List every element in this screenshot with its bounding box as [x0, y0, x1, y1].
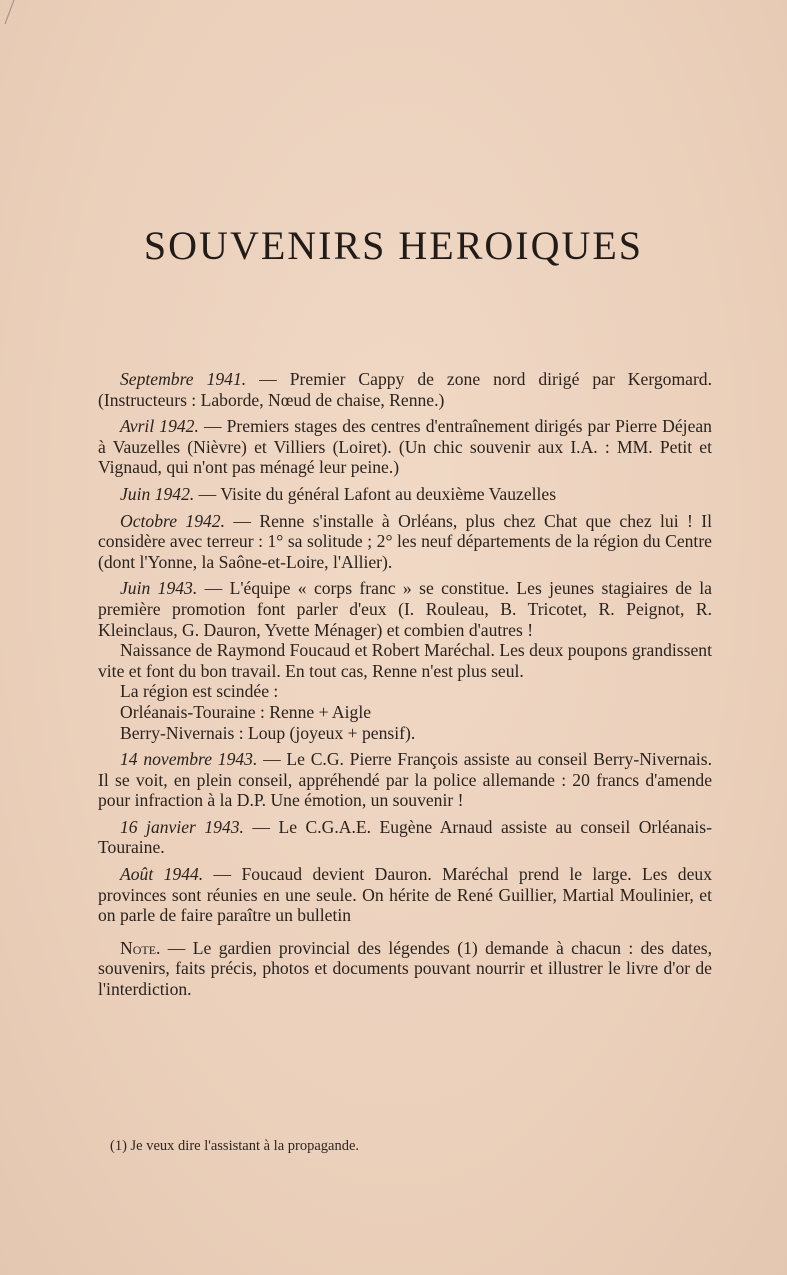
entry-juin-1943: [98, 578, 712, 640]
entry-nov-1943: [98, 749, 712, 811]
entry-date: Avril 1942.: [120, 416, 199, 437]
entry-date: Septembre 1941.: [120, 369, 247, 389]
entry-date: Juin 1943.: [120, 578, 198, 599]
entry-juin-1942: [98, 484, 712, 505]
region-line: La région est scindée :: [120, 681, 279, 702]
entry-oct-1942: [98, 511, 712, 573]
page-title: SOUVENIRS HEROIQUES: [143, 223, 644, 268]
note-paragraph: [98, 938, 712, 1000]
entry-aout-1944: [98, 864, 712, 926]
entry-jan-1943: [98, 817, 712, 858]
entry-text: — L'équipe « corps franc » se constitue. Les jeunes stagiaires de la première promotion font parler d'eux (I. Rouleau, B. Tricotet, R. Peignot, R. Kleinclaus, G. Dauron, Yvette Ménager) et combien d'autres !: [98, 578, 712, 640]
entry-date: 14 novembre 1943.: [120, 749, 258, 770]
footnote: (1) Je veux dire l'assistant à la propagande.: [110, 1138, 360, 1154]
entry-text: — Le C.G.A.E. Eugène Arnaud assiste au conseil Orléanais-Touraine.: [98, 816, 712, 858]
entry-text: — Premier Cappy de zone nord dirigé par Kergomard. (Instructeurs : Laborde, Nœud de chaise, Renne.): [98, 369, 713, 410]
entry-date: 16 janvier 1943.: [120, 816, 244, 837]
region-line: Orléanais-Touraine : Renne + Aigle: [120, 701, 372, 722]
paragraph-naissance: Naissance de Raymond Foucaud et Robert Maréchal. Les deux poupons grandissent vite et font du bon travail. En tout cas, Renne n'est plus seul.: [98, 640, 712, 681]
note-text: — Le gardien provincial des légendes (1) demande à chacun : des dates, souvenirs, faits précis, photos et documents pouvant nourrir et illustrer le livre d'or de l'interdiction.: [98, 937, 712, 1000]
region-line: Berry-Nivernais : Loup (joyeux + pensif).: [120, 722, 416, 743]
page-body: [98, 369, 712, 1006]
entry-text: — Renne s'installe à Orléans, plus chez Chat que chez lui ! Il considère avec terreur : 1° sa solitude ; 2° les neuf départements de la région du Centre (dont l'Yonne, la Saône-et-Loire, l'Allier).: [98, 510, 712, 572]
entry-date: Août 1944.: [120, 864, 204, 885]
note-label: Note.: [120, 937, 161, 958]
entry-text: — Visite du général Lafont au deuxième Vauzelles: [194, 483, 557, 504]
entry-sept-1941: [98, 369, 712, 410]
entry-date: Juin 1942.: [120, 483, 195, 504]
entry-text: — Le C.G. Pierre François assiste au conseil Berry-Nivernais. Il se voit, en plein conseil, appréhendé par la police allemande : 20 francs d'amende pour infraction à la D.P. Une émotion, un souvenir !: [98, 749, 712, 811]
entry-text: — Premiers stages des centres d'entraînement dirigés par Pierre Déjean à Vauzelles (Nièvre) et Villiers (Loiret). (Un chic souvenir aux I.A. : MM. Petit et Vignaud, qui n'ont pas ménagé leur peine.): [98, 416, 712, 478]
entry-text: — Foucaud devient Dauron. Maréchal prend le large. Les deux provinces sont réunies en une seule. On hérite de René Guillier, Martial Moulinier, et on parle de faire paraître un bulletin: [98, 864, 712, 926]
pencil-mark: [2, 0, 16, 26]
entry-avril-1942: [98, 416, 712, 478]
entry-date: Octobre 1942.: [120, 510, 225, 531]
